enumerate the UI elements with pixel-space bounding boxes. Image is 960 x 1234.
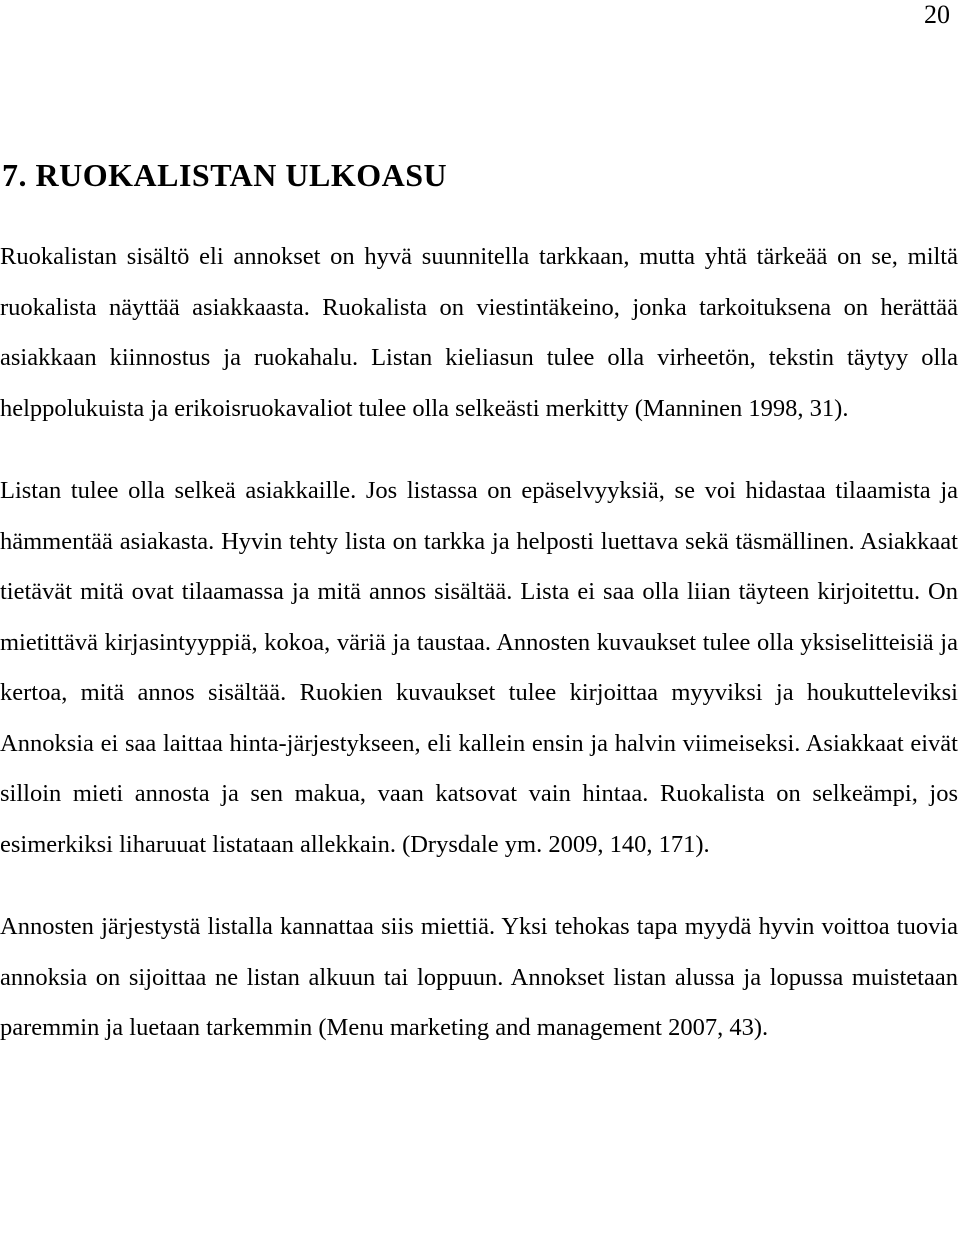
section-heading: 7. RUOKALISTAN ULKOASU — [2, 157, 448, 193]
paragraph-menu-content: Ruokalistan sisältö eli annokset on hyvä suunnitella tarkkaan, mutta yhtä tärkeää on se, miltä ruokalista näyttää asiakkaasta. Ruokalista on viestintäkeino, jonka tarkoituksena on herättää asiakkaan kiinnostus ja ruokahalu. Listan kieliasun tulee olla virheetön, tekstin täytyy olla helppolukuista ja erikoisruokavaliot tulee olla selkeästi merkitty (Manninen 1998, 31). — [0, 243, 958, 422]
paragraph-dish-order: Annosten järjestystä listalla kannattaa siis miettiä. Yksi tehokas tapa myydä hyvin voittoa tuovia annoksia on sijoittaa ne listan alkuun tai loppuun. Annokset listan alussa ja lopussa muistetaan paremmin ja luetaan tarkemmin (Menu marketing and management 2007, 43). — [0, 913, 958, 1041]
body-text — [0, 232, 958, 1086]
page-number: 20 — [924, 0, 950, 29]
paragraph-menu-clarity: Listan tulee olla selkeä asiakkaille. Jos listassa on epäselvyyksiä, se voi hidastaa tilaamista ja hämmentää asiakasta. Hyvin tehty lista on tarkka ja helposti luettava sekä täsmällinen. Asiakkaat tietävät mitä ovat tilaamassa ja mitä annos sisältää. Lista ei saa olla liian täyteen kirjoitettu. On mietittävä kirjasintyyppiä, kokoa, väriä ja taustaa. Annosten kuvaukset tulee olla yksiselitteisiä ja kertoa, mitä annos sisältää. Ruokien kuvaukset tulee kirjoittaa myyviksi ja houkutteleviksi Annoksia ei saa laittaa hinta-järjestykseen, eli kallein ensin ja halvin viimeiseksi. Asiakkaat eivät silloin mieti annosta ja sen makua, vaan katsovat vain hintaa. Ruokalista on selkeämpi, jos esimerkiksi liharuuat listataan allekkain. (Drysdale ym. 2009, 140, 171). — [0, 477, 958, 858]
